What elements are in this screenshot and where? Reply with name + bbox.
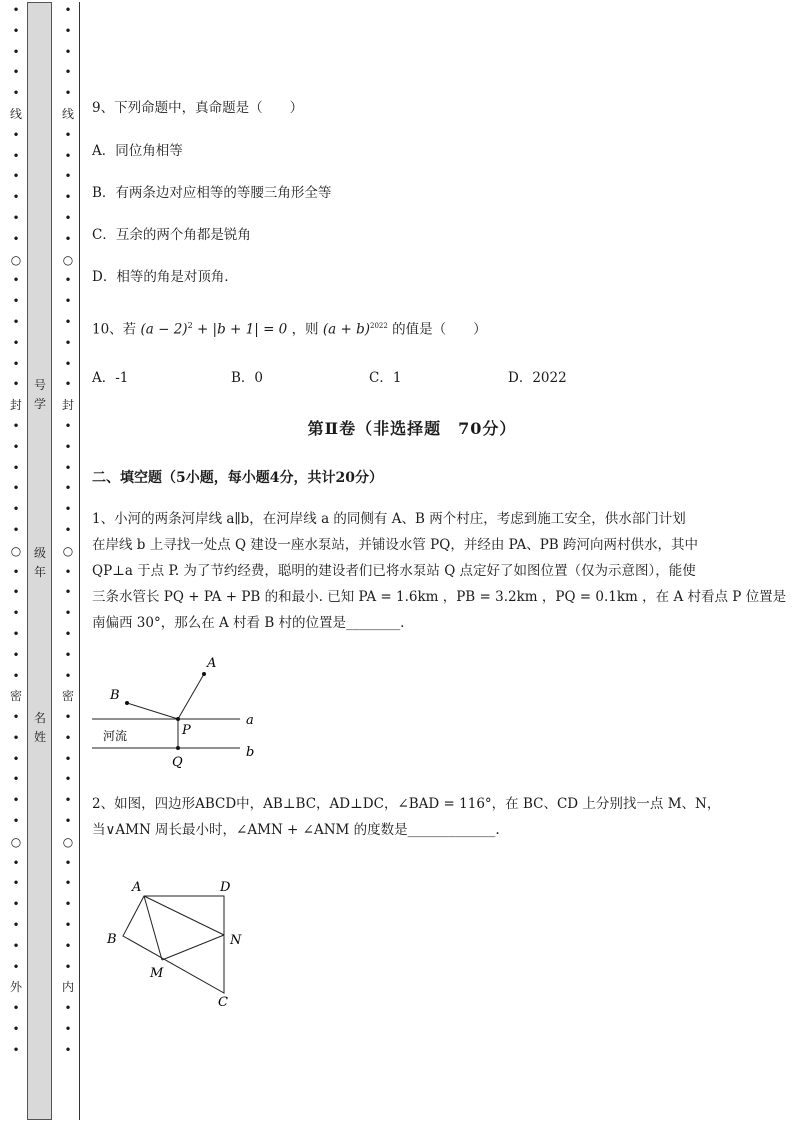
fig1-label-b-village: B — [110, 688, 120, 703]
fig1-label-q: Q — [172, 755, 183, 770]
inner-seal-dot: • — [64, 1042, 72, 1057]
outer-seal-dot: • — [12, 1022, 20, 1037]
outer-seal-dot: • — [12, 938, 20, 953]
fill2-answer-blank: _____________. — [407, 822, 500, 838]
inner-seal-dot: • — [64, 439, 72, 454]
inner-seal-dot: • — [64, 959, 72, 974]
fill1-line-5 — [92, 610, 752, 636]
q10-suffix: 的值是（ ） — [392, 321, 487, 338]
fig2-label-a: A — [132, 880, 142, 895]
inner-seal-dot: • — [64, 190, 72, 205]
fill1-answer-blank: ________. — [346, 615, 405, 631]
fill2-line-1: 2、如图，四边形ABCD中，AB⊥BC，AD⊥DC，∠BAD = 116°，在 BC、CD 上分别找一点 M、N， — [92, 796, 721, 812]
outer-seal-dot: • — [12, 44, 20, 59]
inner-seal-dot: • — [64, 668, 72, 683]
outer-seal-dot: • — [12, 918, 20, 933]
outer-seal-marker-1: ○ — [10, 252, 22, 267]
outer-seal-dot: • — [12, 730, 20, 745]
q10-mid: ，则 — [291, 321, 319, 338]
outer-seal-dot: • — [12, 335, 20, 350]
fig1-label-p: P — [182, 723, 191, 738]
outer-seal-dot: • — [12, 294, 20, 309]
fill1-line-5-text: 南偏西 30°，那么在 A 村看 B 村的位置是 — [92, 615, 347, 631]
fig2-label-c: C — [218, 995, 228, 1010]
inner-seal-dot: • — [64, 418, 72, 433]
inner-seal-marker-2: 封 — [61, 398, 74, 413]
fig1-label-river: 河流 — [103, 729, 128, 743]
grade-label — [30, 544, 50, 582]
outer-seal-dot: • — [12, 814, 20, 829]
inner-seal-dot: • — [64, 1001, 72, 1016]
fig1-label-a-village: A — [207, 656, 217, 671]
outer-seal-dot: • — [12, 314, 20, 329]
fig2-label-m: M — [150, 966, 164, 981]
inner-seal-dot: • — [64, 772, 72, 787]
q10-prefix: 10、若 — [92, 321, 137, 338]
outer-seal-dot: • — [12, 502, 20, 517]
inner-seal-dot: • — [64, 938, 72, 953]
q10-sup2: 2022 — [369, 322, 388, 330]
inner-seal-marker-1: ○ — [62, 252, 74, 267]
fill1-line-3: QP⊥a 于点 P. 为了节约经费，聪明的建设者们已将水泵站 Q 点定好了如图位置（仅为示意图），能使 — [92, 563, 696, 579]
inner-seal-dot: • — [64, 3, 72, 17]
outer-seal-dot: • — [12, 418, 20, 433]
outer-seal-dot: • — [12, 1001, 20, 1016]
inner-seal-dot: • — [64, 210, 72, 225]
outer-seal-dot: • — [12, 772, 20, 787]
q10-sup1: 2 — [187, 321, 193, 330]
inner-seal-dot: • — [64, 585, 72, 600]
student-id-label-text: 号 学 — [33, 378, 46, 411]
fig1-label-line-a: a — [246, 713, 254, 728]
question-10-option-b: B．0 — [231, 370, 264, 386]
outer-seal-dot: • — [12, 23, 20, 38]
name-label-text: 名 姓 — [33, 711, 46, 744]
outer-seal-dot: • — [12, 710, 20, 725]
outer-seal-marker-2: 封 — [9, 398, 22, 413]
outer-seal-dot: • — [12, 439, 20, 454]
figure-river-villages — [92, 650, 267, 775]
inner-seal-dot: • — [64, 335, 72, 350]
question-10-option-d: D．2022 — [508, 370, 567, 386]
inner-seal-dot: • — [64, 460, 72, 475]
inner-seal-marker-5: ○ — [62, 834, 74, 849]
fill2-line-2-text: 当∨AMN 周长最小时，∠AMN + ∠ANM 的度数是 — [92, 822, 408, 838]
inner-seal-dot: • — [64, 730, 72, 745]
inner-seal-dot: • — [64, 377, 72, 392]
inner-seal-dot: • — [64, 231, 72, 246]
question-10-option-a: A．-1 — [92, 370, 129, 386]
question-9-option-b: B．有两条边对应相等的等腰三角形全等 — [92, 185, 332, 201]
inner-seal-dot: • — [64, 127, 72, 142]
binding-margin — [0, 0, 82, 1123]
outer-seal-dot: • — [12, 356, 20, 371]
fill-in-section-title: 二、填空题（5小题，每小题4分，共计20分） — [92, 470, 383, 486]
inner-seal-dot: • — [64, 502, 72, 517]
q10-expr1: (a − 2) — [140, 321, 188, 338]
inner-seal-dot: • — [64, 314, 72, 329]
inner-seal-dot: • — [64, 564, 72, 579]
outer-seal-dot: • — [12, 897, 20, 912]
question-9-stem: 9、下列命题中，真命题是（ ） — [92, 100, 304, 116]
outer-seal-dot: • — [12, 3, 20, 17]
outer-seal-dot: • — [12, 522, 20, 537]
inner-seal-dot: • — [64, 647, 72, 662]
fill1-line-4: 三条水管长 PQ + PA + PB 的和最小. 已知 PA = 1.6km ，PB = 3.2km ，PQ = 0.1km ，在 A 村看点 P 位置是 — [92, 589, 787, 605]
outer-seal-dot: • — [12, 460, 20, 475]
inner-seal-marker-6: 内 — [61, 980, 74, 995]
fig2-label-b: B — [107, 932, 117, 947]
inner-seal-dot: • — [64, 481, 72, 496]
inner-seal-column — [58, 0, 78, 1123]
inner-seal-dot: • — [64, 44, 72, 59]
fill-question-2 — [92, 791, 752, 843]
inner-seal-marker-3: ○ — [62, 543, 74, 558]
inner-seal-dot: • — [64, 23, 72, 38]
outer-seal-dot: • — [12, 647, 20, 662]
outer-seal-marker-6: 外 — [9, 980, 22, 995]
outer-seal-column — [6, 0, 26, 1123]
inner-seal-dot: • — [64, 814, 72, 829]
inner-seal-dot: • — [64, 356, 72, 371]
inner-seal-dot: • — [64, 1022, 72, 1037]
inner-seal-dot: • — [64, 65, 72, 80]
outer-seal-marker-5: ○ — [10, 834, 22, 849]
outer-seal-dot: • — [12, 793, 20, 808]
outer-seal-dot: • — [12, 481, 20, 496]
inner-seal-dot: • — [64, 876, 72, 891]
inner-seal-marker-4: 密 — [61, 689, 74, 704]
outer-seal-dot: • — [12, 585, 20, 600]
outer-seal-dot: • — [12, 210, 20, 225]
inner-seal-dot: • — [64, 855, 72, 870]
outer-seal-dot: • — [12, 65, 20, 80]
inner-seal-dot: • — [64, 897, 72, 912]
inner-seal-dot: • — [64, 626, 72, 641]
outer-seal-dot: • — [12, 855, 20, 870]
outer-seal-dot: • — [12, 273, 20, 288]
name-label — [30, 709, 50, 747]
fill1-line-2: 在岸线 b 上寻找一处点 Q 建设一座水泵站，并铺设水管 PQ，并经由 PA、PB 跨河向两村供水，其中 — [92, 537, 698, 553]
fill2-line-2 — [92, 817, 752, 843]
outer-seal-dot: • — [12, 231, 20, 246]
question-10-stem — [92, 316, 487, 340]
inner-seal-dot: • — [64, 793, 72, 808]
outer-seal-dot: • — [12, 564, 20, 579]
outer-seal-marker-4: 密 — [9, 689, 22, 704]
outer-seal-marker-3: ○ — [10, 543, 22, 558]
outer-seal-dot: • — [12, 751, 20, 766]
outer-seal-dot: • — [12, 377, 20, 392]
question-9-option-c: C．互余的两个角都是锐角 — [92, 227, 251, 243]
fill-question-1 — [92, 506, 787, 636]
figure-quadrilateral-abcd — [102, 873, 262, 1013]
binding-cut-line — [79, 2, 80, 1120]
inner-seal-dot: • — [64, 273, 72, 288]
outer-seal-dot: • — [12, 148, 20, 163]
inner-seal-dot: • — [64, 522, 72, 537]
outer-seal-dot: • — [12, 127, 20, 142]
outer-seal-dot: • — [12, 190, 20, 205]
inner-seal-marker-0: 线 — [61, 106, 74, 121]
outer-seal-dot: • — [12, 606, 20, 621]
fig1-label-line-b: b — [246, 745, 255, 760]
outer-seal-dot: • — [12, 1042, 20, 1057]
question-9-option-a: A．同位角相等 — [92, 143, 183, 159]
inner-seal-dot: • — [64, 751, 72, 766]
inner-seal-dot: • — [64, 710, 72, 725]
inner-seal-dot: • — [64, 294, 72, 309]
outer-seal-dot: • — [12, 86, 20, 101]
outer-seal-dot: • — [12, 959, 20, 974]
section-2-title: 第Ⅱ卷（非选择题 70分） — [307, 419, 517, 438]
fill1-line-1: 1、小河的两条河岸线 a∥b，在河岸线 a 的同侧有 A、B 两个村庄，考虑到施工安全，供水部门计划 — [92, 511, 686, 527]
grade-label-text: 级 年 — [33, 546, 46, 579]
inner-seal-dot: • — [64, 606, 72, 621]
inner-seal-dot: • — [64, 169, 72, 184]
fig2-label-d: D — [220, 880, 231, 895]
outer-seal-marker-0: 线 — [9, 106, 22, 121]
inner-seal-dot: • — [64, 918, 72, 933]
fig2-label-n: N — [230, 933, 242, 948]
inner-seal-dot: • — [64, 148, 72, 163]
question-10-option-c: C．1 — [369, 370, 402, 386]
outer-seal-dot: • — [12, 668, 20, 683]
student-id-label — [30, 376, 50, 414]
inner-seal-dot: • — [64, 86, 72, 101]
outer-seal-dot: • — [12, 626, 20, 641]
question-9-option-d: D．相等的角是对顶角． — [92, 269, 238, 285]
outer-seal-dot: • — [12, 169, 20, 184]
q10-expr2: + |b + 1| = 0 — [196, 321, 288, 338]
outer-seal-dot: • — [12, 876, 20, 891]
q10-expr3: (a + b) — [322, 321, 370, 338]
